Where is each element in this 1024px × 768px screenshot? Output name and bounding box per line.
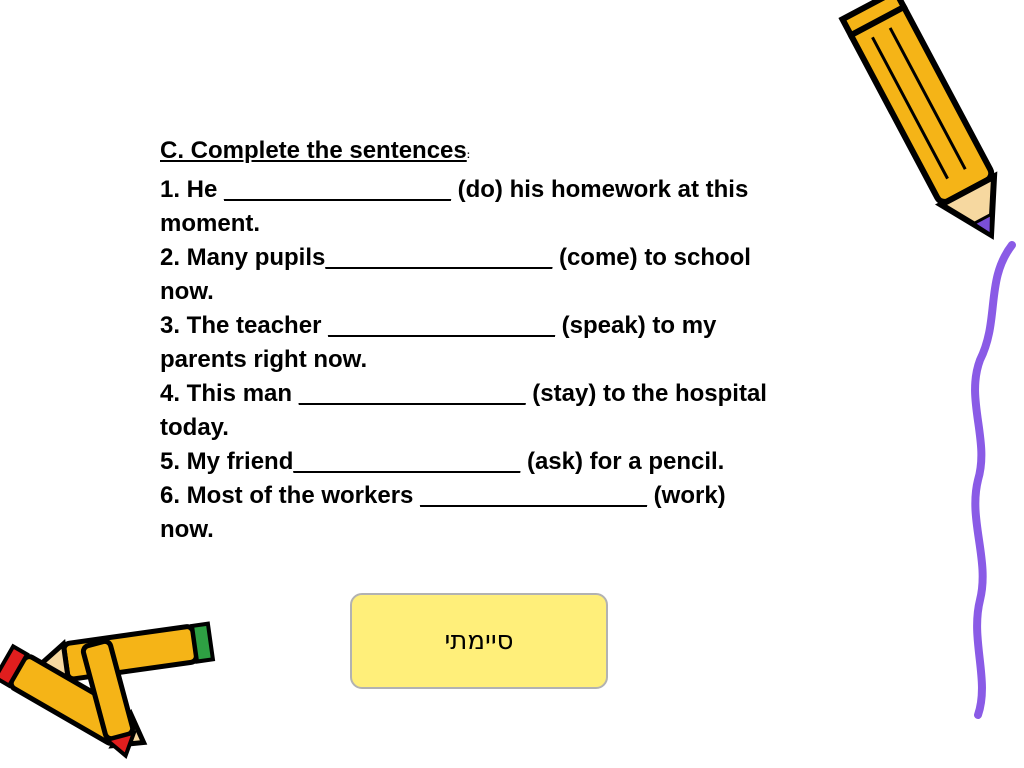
answer-blank: _________________ [328,312,555,339]
sentence-text: 5. My friend [160,448,294,475]
sentence-line [160,241,900,275]
sentence-text: parents right now. [160,346,368,373]
worksheet-title: C. Complete the sentences [160,137,467,164]
sentence-line [160,479,900,513]
worksheet-heading [160,134,900,173]
sentence-text: moment. [160,210,261,237]
answer-blank: _________________ [298,380,526,407]
sentence-hint: (stay) to the hospital [525,380,767,407]
sentence-line [160,411,900,445]
sentence-text: 4. This man [160,380,299,407]
heading-colon: : [466,150,471,161]
sentence-hint: (come) to school [552,244,751,271]
sentence-line [160,309,900,343]
sentence-hint: (ask) for a pencil. [520,448,725,475]
sentence-line [160,173,900,207]
sentence-line [160,343,900,377]
sentence-line [160,513,900,547]
answer-blank: _________________ [420,482,647,509]
sentence-line [160,207,900,241]
done-button[interactable]: סיימתי [350,593,608,689]
answer-blank: _________________ [325,244,553,271]
sentence-text: 6. Most of the workers [160,482,421,509]
sentence-text: 3. The teacher [160,312,329,339]
sentence-text: now. [160,278,214,305]
sentence-text: 1. He [160,176,225,203]
sentence-hint: (speak) to my [555,312,717,339]
sentence-text: today. [160,414,229,441]
sentence-hint: (do) his homework at this [450,176,749,203]
sentence-line [160,445,900,479]
sentence-text: now. [160,516,214,543]
answer-blank: _________________ [224,176,451,203]
sentence-hint: (work) [646,482,726,509]
sentence-line [160,275,900,309]
sentence-text: 2. Many pupils [160,244,326,271]
sentence-line [160,377,900,411]
worksheet-text [160,134,900,547]
answer-blank: _________________ [293,448,521,475]
